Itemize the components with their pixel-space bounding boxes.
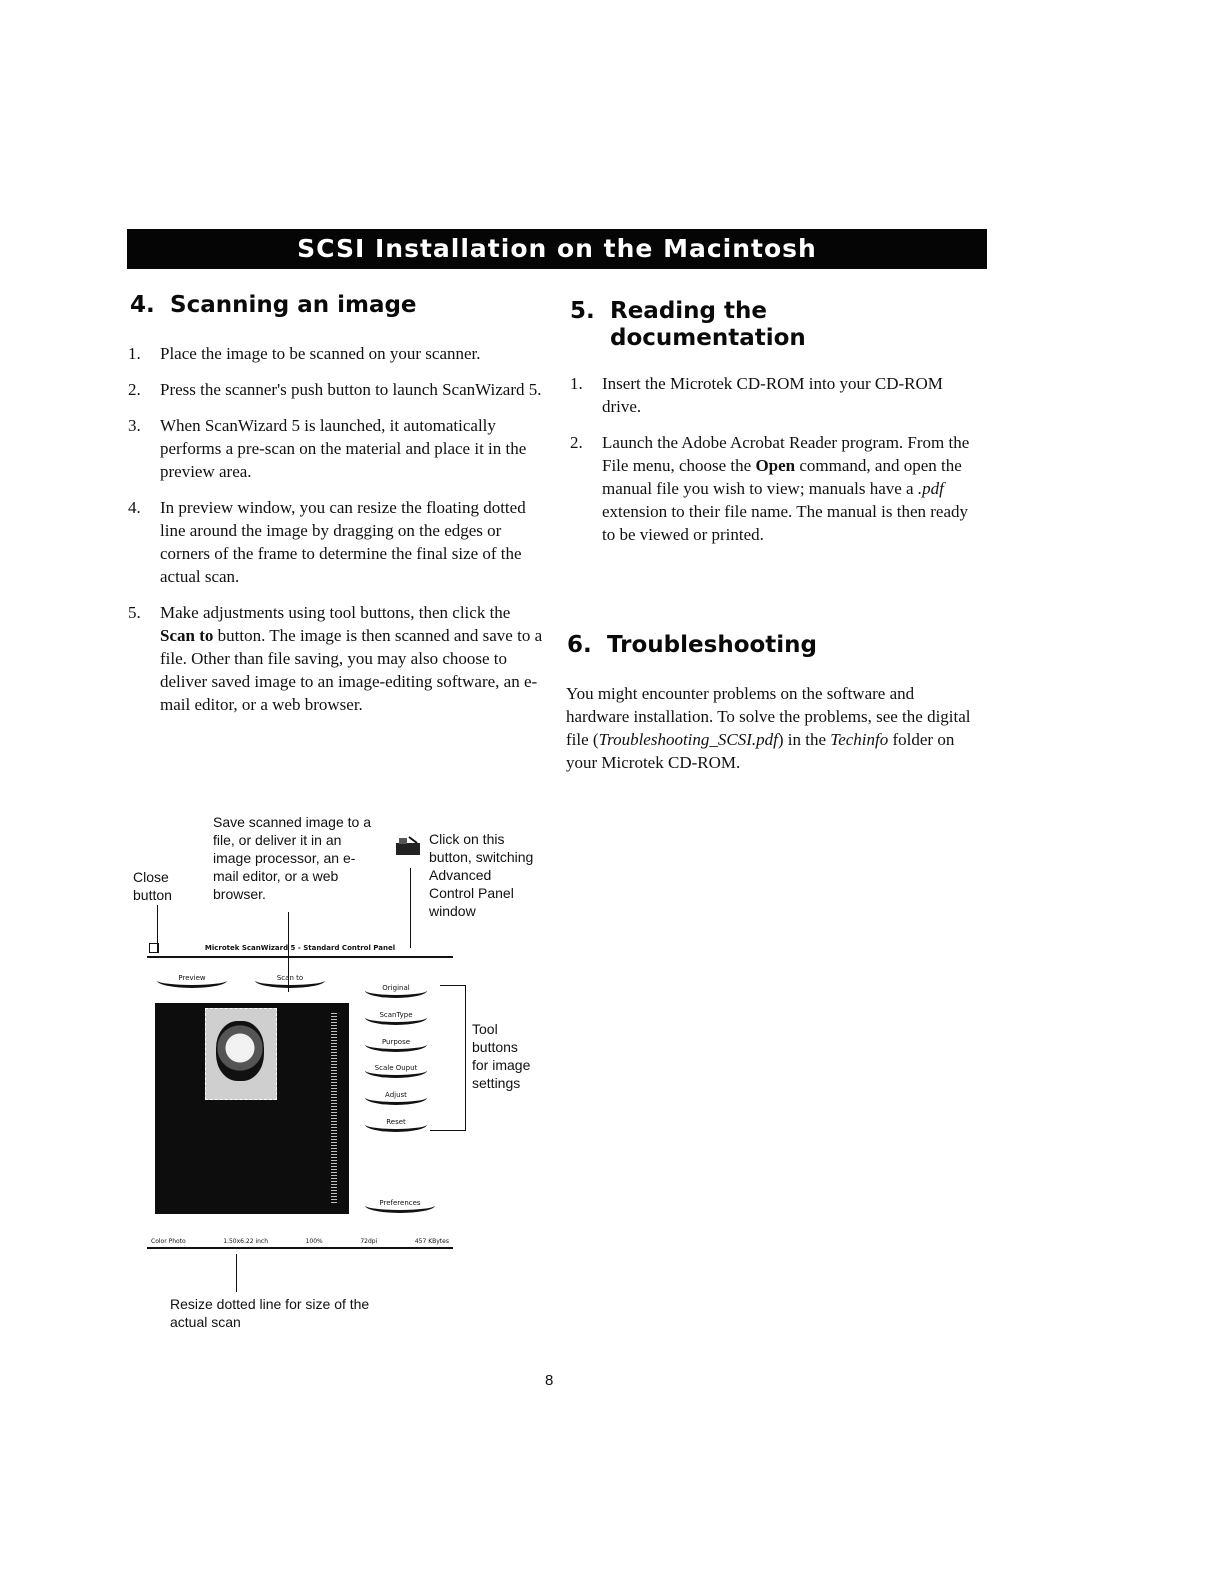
original-button[interactable]: Original (365, 983, 427, 998)
scanned-photo[interactable] (205, 1008, 277, 1100)
section-5-steps (570, 372, 985, 559)
section-4-title (130, 292, 417, 319)
list-item: 2. Launch the Adobe Acrobat Reader program. From the File menu, choose the Open command, and open the manual file you wish to view; manuals have a .pdf extension to their file name. The manual is then ready to be viewed or printed. (570, 433, 970, 544)
list-item: 1. Insert the Microtek CD-ROM into your CD-ROM drive. (570, 374, 943, 416)
advanced-panel-icon (395, 835, 421, 857)
section-title-text: Troubleshooting (607, 632, 818, 658)
list-item: 2. Press the scanner's push button to launch ScanWizard 5. (128, 380, 542, 399)
scale-output-button[interactable]: Scale Ouput (365, 1063, 427, 1078)
status-size: 1.50x6.22 inch (223, 1238, 269, 1245)
window-titlebar (147, 940, 453, 958)
callout-save: Save scanned image to a file, or deliver it in an image processor, an e-mail editor, or a web browser. (213, 814, 371, 902)
preview-area[interactable] (155, 1003, 349, 1214)
section-title-text: Reading the (610, 298, 767, 324)
scan-to-button[interactable]: Scan to (255, 973, 325, 988)
status-mode: Color Photo (151, 1238, 186, 1245)
callout-resize: Resize dotted line for size of the actual scan (170, 1296, 370, 1330)
page-banner: SCSI Installation on the Macintosh (127, 229, 987, 269)
purpose-button[interactable]: Purpose (365, 1037, 427, 1052)
section-5-title (570, 298, 950, 352)
section-6-title (567, 632, 817, 659)
page-number: 8 (545, 1372, 554, 1389)
callout-close: Close button (133, 869, 172, 903)
status-bar (147, 1235, 453, 1249)
leader-line-tools-vertical (465, 985, 466, 1130)
adjust-button[interactable]: Adjust (365, 1090, 427, 1105)
leader-line-resize (236, 1254, 237, 1292)
status-resolution: 72dpi (360, 1238, 378, 1245)
list-item: 4. In preview window, you can resize the floating dotted line around the image by dragging on the edges or corners of the frame to determine the final size of the actual scan. (128, 498, 526, 586)
section-number: 5. (570, 298, 595, 324)
preview-button[interactable]: Preview (157, 973, 227, 988)
callout-tools: Tool buttons for image settings (472, 1021, 531, 1091)
list-item: 5. Make adjustments using tool buttons, then click the Scan to button. The image is then scanned and save to a file. Other than file saving, you may also choose to deliver saved image to an image-editing software, an e-mail editor, or a web browser. (128, 603, 543, 714)
status-filesize: 457 KBytes (414, 1238, 449, 1245)
troubleshooting-paragraph: You might encounter problems on the software and hardware installation. To solve the problems, see the digital file (Troubleshooting_SCSI.pdf) in the Techinfo folder on your Microtek CD-ROM. (566, 684, 971, 772)
section-number: 4. (130, 292, 155, 318)
section-4-steps (128, 342, 543, 729)
window-title: Microtek ScanWizard 5 - Standard Control Panel (204, 944, 396, 952)
section-title-text-2: documentation (610, 325, 806, 351)
callout-click: Click on this button, switching Advanced Control Panel window (429, 831, 534, 919)
close-box-icon[interactable] (149, 943, 159, 953)
reset-button[interactable]: Reset (365, 1117, 427, 1132)
preferences-button[interactable]: Preferences (365, 1198, 435, 1213)
scan-type-button[interactable]: ScanType (365, 1010, 427, 1025)
section-number: 6. (567, 632, 592, 658)
list-item: 1. Place the image to be scanned on your scanner. (128, 344, 481, 363)
face-image (216, 1021, 264, 1081)
leader-line-click (410, 868, 411, 948)
scale-ruler (331, 1013, 337, 1203)
section-title-text: Scanning an image (170, 292, 417, 318)
list-item: 3. When ScanWizard 5 is launched, it automatically performs a pre-scan on the material and place it in the preview area. (128, 416, 527, 481)
status-scale: 100% (305, 1238, 323, 1245)
scanwizard-window (147, 940, 453, 1254)
